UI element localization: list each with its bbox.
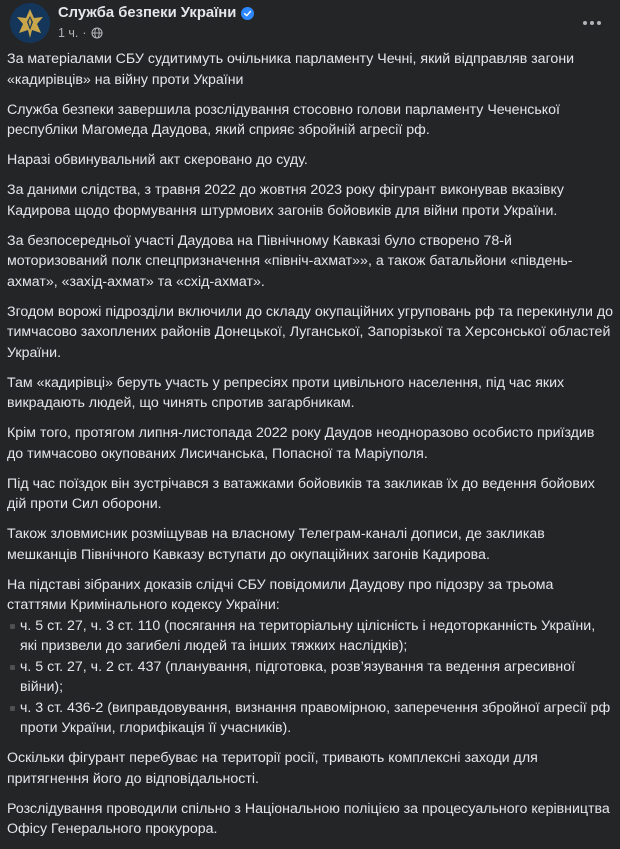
page-name[interactable]: Служба безпеки України	[58, 5, 237, 21]
charge-item: ч. 5 ст. 27, ч. 3 ст. 110 (посягання на територіальну цілісність і недоторканність України, які призвели до загибелі людей та інших тяжких наслідків);	[7, 616, 613, 657]
post-paragraph: Також зловмисник розміщував на власному Телеграм-каналі дописи, де закликав мешканців Північного Кавказу вступати до окупаційних загонів Кадирова.	[7, 526, 545, 563]
post-body	[7, 49, 613, 849]
post-paragraph: За даними слідства, з травня 2022 до жовтня 2023 року фігурант виконував вказівку Кадирова щодо формування штурмових загонів бойовиків для війни проти України.	[7, 182, 564, 219]
post-paragraph: Крім того, протягом липня-листопада 2022 року Даудов неодноразово особисто приїздив до тимчасово окупованих Лисичанська, Попасної та Маріуполя.	[7, 425, 595, 462]
post-paragraph: Оскільки фігурант перебуває на території росії, тривають комплексні заходи для притягнення його до відповідальності.	[7, 750, 538, 787]
post-menu-button[interactable]	[578, 9, 606, 37]
post-header	[10, 3, 610, 43]
post-paragraph: Там «кадирівці» беруть участь у репресіях проти цивільного населення, під час яких викрадають людей, що чинять спротив загарбникам.	[7, 374, 565, 411]
verified-badge-icon	[241, 7, 254, 20]
post-timestamp[interactable]: 1 ч.	[58, 26, 79, 40]
globe-icon	[91, 27, 103, 39]
post-paragraph: Під час поїздок він зустрічався з ватажками бойовиків та закликав їх до ведення бойових дій проти Сил оборони.	[7, 475, 595, 512]
more-dots-icon	[582, 20, 602, 26]
post-paragraph: За матеріалами СБУ судитимуть очільника парламенту Чечні, який відправляв загони «кадирівців» на війну проти України	[7, 51, 575, 88]
post-paragraph: За безпосередньої участі Даудова на Північному Кавказі було створено 78-й моторизований полк спецпризначення «північ-ахмат»», а також батальйони «південь-ахмат», «захід-ахмат» та «схід-ахмат».	[7, 232, 573, 290]
post-paragraph: Розслідування проводили спільно з Національною поліцією за процесуального керівництва Офісу Генерального прокурора.	[7, 800, 610, 837]
ssu-emblem-icon	[10, 3, 50, 43]
charge-item: ч. 5 ст. 27, ч. 2 ст. 437 (планування, підготовка, розв’язування та ведення агресивної війни);	[7, 657, 613, 698]
post-paragraph: Служба безпеки завершила розслідування стосовно голови парламенту Чеченської республіки Магомеда Даудова, який сприяє збройній агресії рф.	[7, 101, 560, 138]
post-paragraph: Згодом ворожі підрозділи включили до складу окупаційних угруповань рф та перекинули до тимчасово захоплених районів Донецької, Луганської, Запорізької та Херсонської областей України.	[7, 303, 613, 361]
charges-list	[7, 616, 613, 739]
post-paragraph: На підставі зібраних доказів слідчі СБУ повідомили Даудову про підозру за трьома статтями Кримінального кодексу України:	[7, 576, 554, 613]
meta-separator: ·	[82, 26, 87, 40]
page-avatar[interactable]	[10, 3, 50, 43]
charge-item: ч. 3 ст. 436-2 (виправдовування, визнання правомірною, заперечення збройної агресії рф проти України, глорифікація її учасників).	[7, 698, 613, 739]
post-paragraph: Наразі обвинувальний акт скеровано до суду.	[7, 152, 308, 168]
